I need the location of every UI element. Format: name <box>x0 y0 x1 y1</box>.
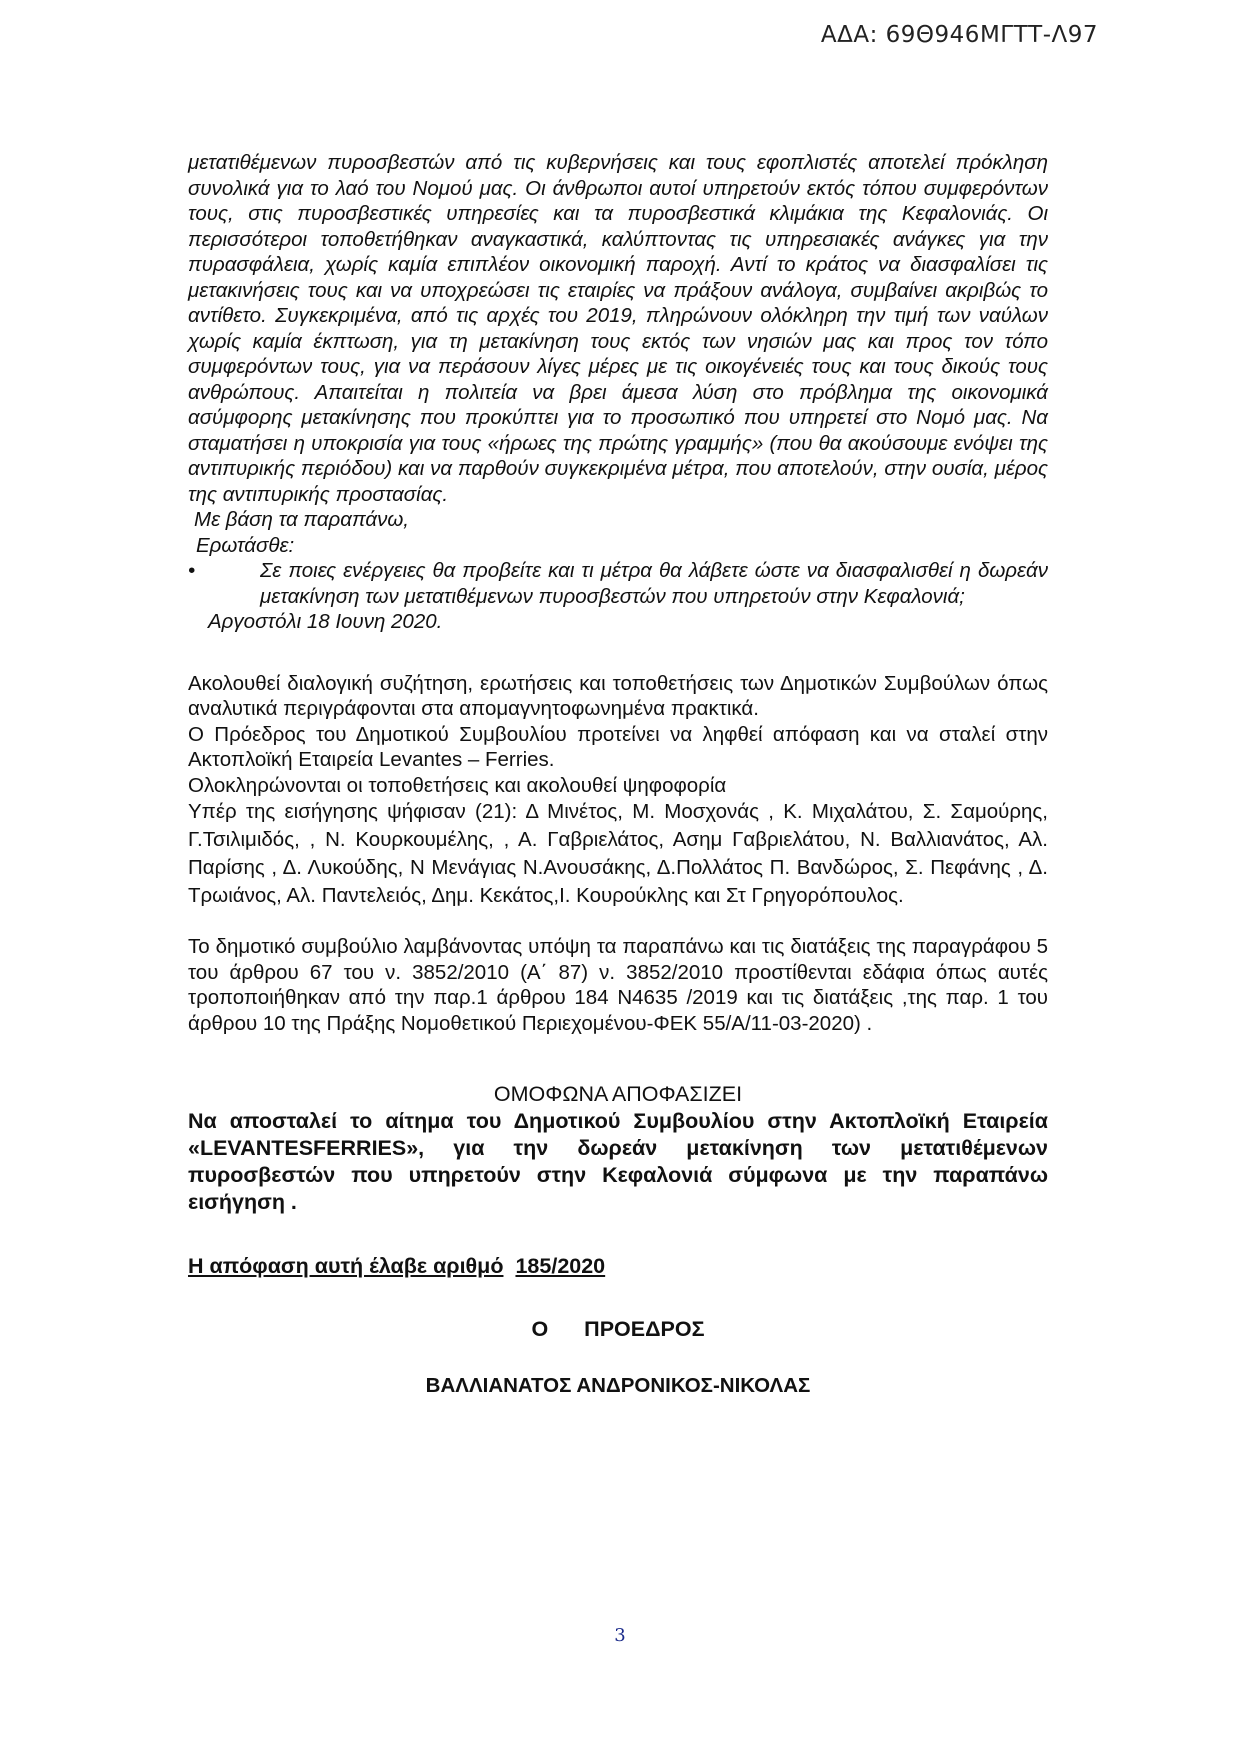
page-number: 3 <box>614 1625 626 1646</box>
question-bullet <box>188 558 1048 609</box>
decision-text: Να αποσταλεί το αίτημα του Δημοτικού Συμβουλίου στην Ακτοπλοϊκή Εταιρεία «LEVANTESFERRIES», για την δωρεάν μετακίνηση των μετατιθέμενων πυροσβεστών που υπηρετούν στην Κεφαλονιά σύμφωνα με την παραπάνω εισήγηση . <box>188 1108 1048 1214</box>
completed-line: Ολοκληρώνονται οι τοποθετήσεις και ακολουθεί ψηφοφορία <box>188 773 727 797</box>
decision-number-value: 185/2020 <box>515 1253 606 1278</box>
proposal-paragraph: Ο Πρόεδρος του Δημοτικού Συμβουλίου προτείνει να ληφθεί απόφαση και να σταλεί στην Ακτοπλοϊκή Εταιρεία Levantes – Ferries. <box>188 722 1048 771</box>
document-body <box>188 150 1048 1398</box>
legal-paragraph: Το δημοτικό συμβούλιο λαμβάνοντας υπόψη τα παραπάνω και τις διατάξεις της παραγράφου 5 του άρθρου 67 του ν. 3852/2010 (Α΄ 87) ν. 3852/2010 προστίθενται εδάφια όπως αυτές τροποποιήθηκαν από την παρ.1 άρθρου 184 Ν4635 /2019 και τις διατάξεις ,της παρ. 1 του άρθρου 10 της Πράξης Νομοθετικού Περιεχομένου-ΦΕΚ 55/Α/11-03-2020) . <box>188 935 1048 1035</box>
president-name: ΒΑΛΛΙΑΝΑΤΟΣ ΑΝΔΡΟΝΙΚΟΣ-ΝΙΚΟΛΑΣ <box>425 1373 811 1397</box>
bullet-text: Σε ποιες ενέργειες θα προβείτε και τι μέτρα θα λάβετε ώστε να διασφαλισθεί η δωρεάν μετακίνηση των μετατιθέμενων πυροσβεστών που υπηρετούν στην Κεφαλονιά; <box>260 559 1048 608</box>
question-text: μετατιθέμενων πυροσβεστών από τις κυβερνήσεις και τους εφοπλιστές αποτελεί πρόκληση συνολικά για το λαό του Νομού μας. Οι άνθρωποι αυτοί υπηρετούν εκτός τόπου συμφερόντων τους, στις πυροσβεστικές υπηρεσίες και τα πυροσβεστικά κλιμάκια της Κεφαλονιάς. Οι περισσότεροι τοποθετήθηκαν αναγκαστικά, καλύπτοντας τις υπηρεσιακές ανάγκες για την πυρασφάλεια, χωρίς καμία επιπλέον οικονομική παροχή. Αντί το κράτος να διασφαλίσει τις μετακινήσεις τους και να υποχρεώσει τις εταιρίες να πράξουν ανάλογα, συμβαίνει ακριβώς το αντίθετο. Συγκεκριμένα, από τις αρχές του 2019, πληρώνουν ολόκληρη την τιμή των ναύλων χωρίς καμία έκπτωση, για τη μετακίνηση τους εκτός των νησιών μας και προς τον τόπο συμφερόντων τους, για να περάσουν λίγες μέρες με τις οικογένειές τους και τους δικούς τους ανθρώπους. Απαιτείται η πολιτεία να βρει άμεσα λύση στο πρόβλημα της οικονομικά ασύμφορης μετακίνησης που προκύπτει για το προσωπικό που υπηρετεί στο Νομό μας. Να σταματήσει η υποκρισία για τους «ήρωες της πρώτης γραμμής» (που θα ακούσουμε ενόψει της αντιπυρικής περιόδου) και να παρθούν συγκεκριμένα μέτρα, που αποτελούν, στην ουσία, μέρος της αντιπυρικής προστασίας. <box>188 151 1048 506</box>
decision-number-label: Η απόφαση αυτή έλαβε αριθμό <box>188 1253 504 1278</box>
bullet-marker: • <box>188 559 196 582</box>
discussion-paragraph: Ακολουθεί διαλογική συζήτηση, ερωτήσεις και τοποθετήσεις των Δημοτικών Συμβούλων όπως αναλυτικά περιγράφονται στα απομαγνητοφωνημένα πρακτικά. <box>188 671 1048 720</box>
question-section <box>188 150 1048 635</box>
question-date: Αργοστόλι 18 Ιουνη 2020. <box>208 610 443 633</box>
decision-heading: ΟΜΟΦΩΝΑ ΑΠΟΦΑΣΙΖΕΙ <box>493 1082 743 1106</box>
ada-code: ΑΔΑ: 69Θ946ΜΓΤΤ-Λ97 <box>820 22 1098 48</box>
asked-line: Ερωτάσθε: <box>196 533 295 557</box>
based-on-line: Με βάση τα παραπάνω, <box>194 508 409 531</box>
president-title: Ο ΠΡΟΕΔΡΟΣ <box>531 1317 705 1341</box>
decision-number <box>188 1254 1048 1280</box>
voters-paragraph: Υπέρ της εισήγησης ψήφισαν (21): Δ Μινέτος, Μ. Μοσχονάς , Κ. Μιχαλάτου, Σ. Σαμούρης, Γ.Τσιλιμιδός, , Ν. Κουρκουμέλης, , Α. Γαβριελάτος, Ασημ Γαβριελάτου, Ν. Βαλλιανάτος, Αλ. Παρίσης , Δ. Λυκούδης, Ν Μενάγιας Ν.Ανουσάκης, Δ.Πολλάτος Π. Βανδώρος, Σ. Πεφάνης , Δ. Τρωιάνος, Αλ. Παντελειός, Δημ. Κεκάτος,Ι. Κουρούκλης και Στ Γρηγορόπουλος. <box>188 800 1048 907</box>
